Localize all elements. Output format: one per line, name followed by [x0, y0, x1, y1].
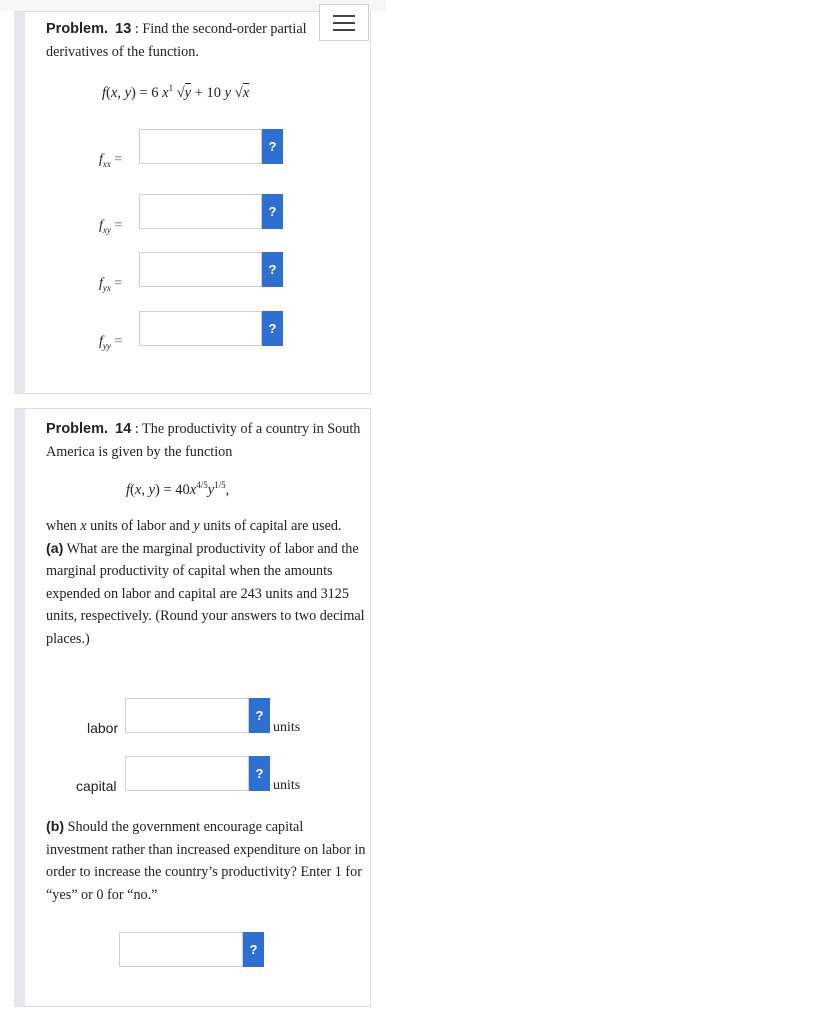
f-xy-label: $f_{xy}$ =: [99, 218, 123, 235]
menu-icon-bar: [333, 22, 355, 24]
f-yx-input[interactable]: [139, 252, 262, 287]
capital-label: capital: [76, 778, 117, 794]
problem-number: 14: [115, 421, 132, 437]
problem-13-intro: : Find the second-order partial derivatives of the function.: [46, 21, 307, 60]
f-yx-help-button[interactable]: ?: [262, 252, 283, 287]
f-xy-help-button[interactable]: ?: [262, 194, 283, 229]
problem-14-conditions: when x units of labor and y units of capital are used. (a) What are the marginal productivity of labor and the marginal productivity of capital when the amounts expended on labor and capital are 243 units and 3125 units, respectively. (Round your answers to two decimal places.): [46, 518, 365, 647]
part-b-label: (b): [46, 819, 65, 835]
problem-14-function: f(x, $y) = 40x^{4/5}y^{1/5}$,: [126, 480, 230, 498]
menu-icon-bar: [333, 29, 355, 31]
f-xy-input[interactable]: [139, 194, 262, 229]
problem-label: Problem.: [46, 21, 109, 37]
f-yy-help-button[interactable]: ?: [262, 311, 283, 346]
labor-unit: units: [273, 720, 301, 735]
labor-help-button[interactable]: ?: [249, 698, 270, 733]
capital-help-button[interactable]: ?: [249, 756, 270, 791]
part-a-text: What are the marginal productivity of labor and the marginal productivity of capital when the amounts expended on labor and capital are 243 units and 3125 units, respectively. (Round your answers to two decimal places.): [46, 540, 365, 647]
menu-button[interactable]: [319, 4, 369, 41]
problem-13-statement: [46, 18, 366, 63]
problem-13-card: [14, 11, 371, 394]
f-xx-label: $f_{xx}$ =: [99, 152, 123, 169]
labor-input[interactable]: [125, 698, 249, 733]
capital-input[interactable]: [125, 756, 249, 791]
part-a-label: (a): [46, 540, 64, 557]
part-b-help-button[interactable]: ?: [243, 932, 264, 967]
menu-icon: [333, 15, 355, 17]
labor-label: labor: [87, 720, 119, 736]
problem-14-intro: : The productivity of a country in South America is given by the function: [46, 421, 361, 460]
problem-number: 13: [115, 21, 132, 37]
problem-label: Problem.: [46, 421, 109, 437]
f-yx-label: $f_{yx}$ =: [99, 276, 123, 293]
capital-unit: units: [273, 778, 301, 793]
problem-14-card: [14, 408, 371, 1007]
f-xx-input[interactable]: [139, 129, 262, 164]
part-b-input[interactable]: [119, 932, 243, 967]
problem-14-statement: [46, 418, 366, 463]
problem-13-function: f(x, y) = 6 $x^1$ √y + 10 y √x: [102, 83, 250, 101]
f-yy-label: $f_{yy}$ =: [99, 334, 123, 351]
part-b-text: Should the government encourage capital investment rather than increased expenditure on labor in order to increase the country’s productivity? Enter 1 for “yes” or 0 for “no.”: [46, 819, 366, 903]
part-b-statement: [46, 816, 366, 906]
f-xx-help-button[interactable]: ?: [262, 129, 283, 164]
f-yy-input[interactable]: [139, 311, 262, 346]
